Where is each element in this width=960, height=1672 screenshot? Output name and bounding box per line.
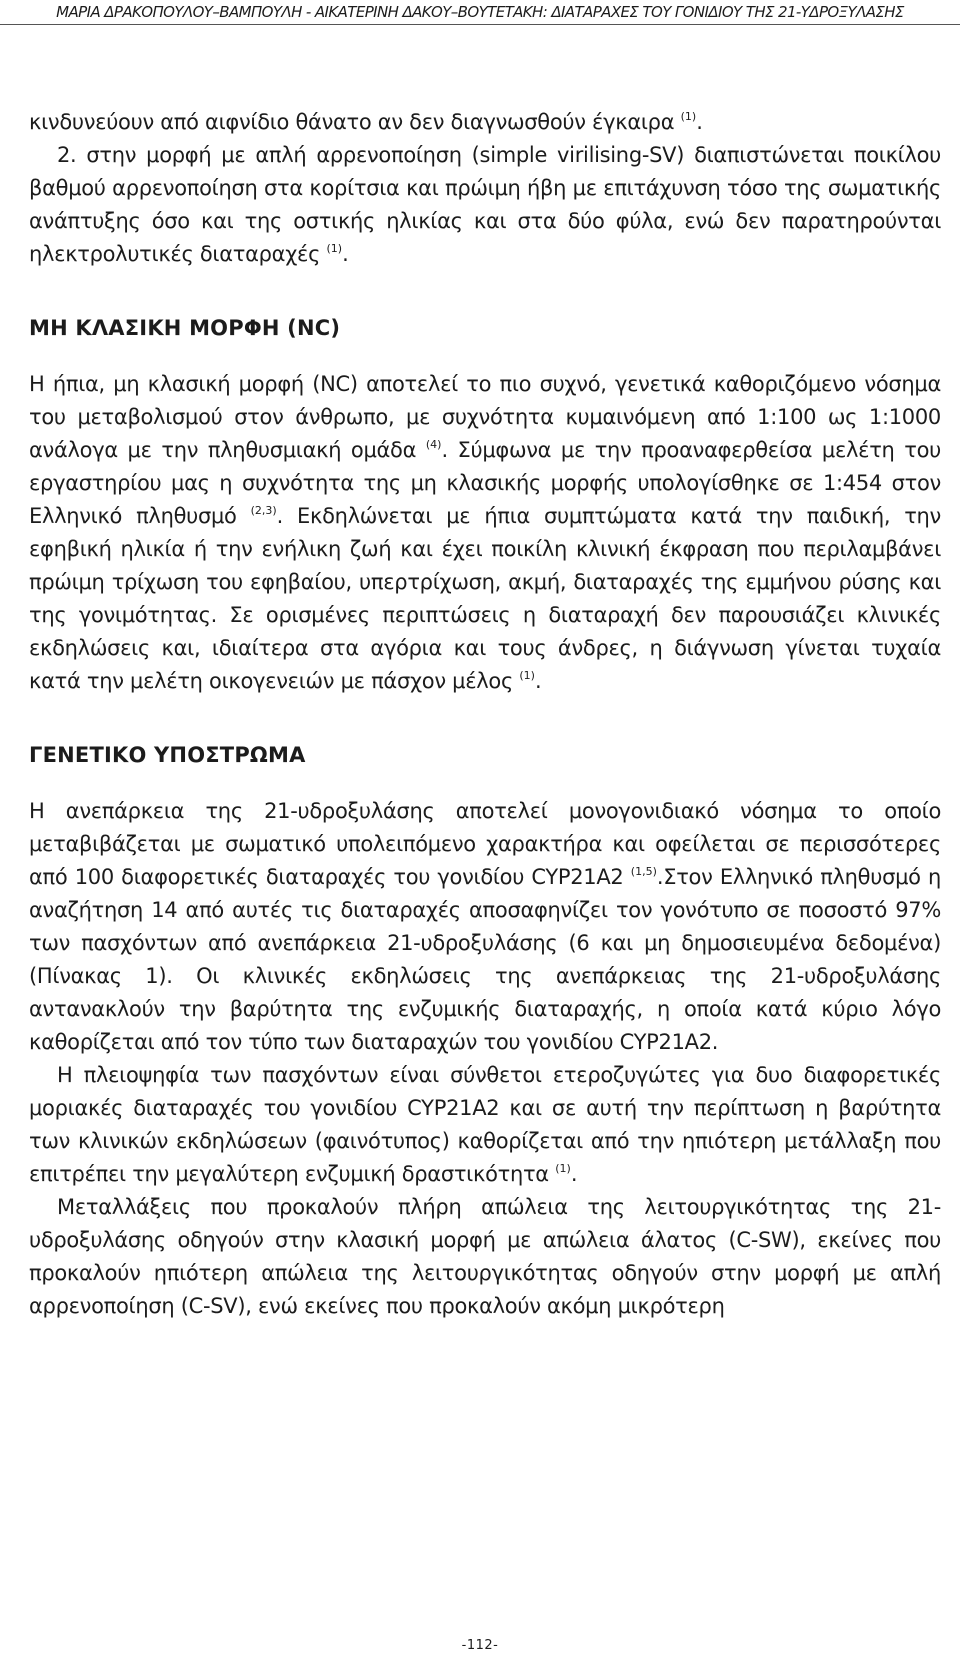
running-header-title: ΜΑΡΙΑ ΔΡΑΚΟΠΟΥΛΟΥ–ΒΑΜΠΟΥΛΗ - ΑΙΚΑΤΕΡΙΝΗ ΔΑΚΟΥ–ΒΟΥΤΕΤΑΚΗ: ΔΙΑΤΑΡΑΧΕΣ ΤΟΥ ΓΟΝΙΔΙΟΥ ΤΗΣ 21-ΥΔΡΟΞΥΛΑΣΗΣ: [56, 3, 904, 21]
citation: (1): [326, 242, 343, 255]
page-number: -112-: [461, 1638, 499, 1653]
genetic-text-3: Η πλειοψηφία των πασχόντων είναι σύνθετοι ετεροζυγώτες για δυο διαφορετικές μοριακές διαταραχές του γονιδίου CYP21A2 και σε αυτή την περίπτωση η βαρύτητα των κλινικών εκδηλώσεων (φαινότυπος) καθορίζεται από την ηπιότερη μετάλλαξη που επιτρέπει την μεγαλύτερη ενζυμική δραστικότητα: [29, 1063, 941, 1186]
intro-paragraph-1-text: κινδυνεύουν από αιφνίδιο θάνατο αν δεν διαγνωσθούν έγκαιρα: [29, 110, 675, 134]
citation: (1): [680, 110, 697, 123]
intro-paragraph-1: [29, 106, 941, 139]
genetic-paragraph-3: [29, 1191, 941, 1323]
article-body: [29, 106, 941, 1323]
nonclassic-text-1: Η ήπια, μη κλασική μορφή (NC) αποτελεί το πιο συχνό, γενετικά καθοριζόμενο νόσημα του μεταβολισμού στον άνθρωπο, με συχνότητα κυμαινόμενη από 1:100 ως 1:1000 ανάλογα με την πληθυσμιακή ομάδα: [29, 372, 941, 462]
genetic-text-2: .Στον Ελληνικό πληθυσμό η αναζήτηση 14 από αυτές τις διαταραχές αποσαφηνίζει τον γονότυπο σε ποσοστό 97% των πασχόντων από ανεπάρκεια 21-υδροξυλάσης (6 και μη δημοσιευμένα δεδομένα) (Πίνακας 1). Οι κλινικές εκδηλώσεις της ανεπάρκειας της 21-υδροξυλάσης αντανακλούν την βαρύτητα της ενζυμικής διαταραχής, η οποία κατά κύριο λόγο καθορίζεται από τον τύπο των διαταραχών του γονιδίου CYP21A2.: [29, 865, 941, 1054]
nonclassic-text-3: . Εκδηλώνεται με ήπια συμπτώματα κατά την παιδική, την εφηβική ηλικία ή την ενήλικη ζωή και έχει ποικίλη κλινική έκφραση που περιλαμβάνει πρώιμη τρίχωση του εφηβαίου, υπερτρίχωση, ακμή, διαταραχές της εμμήνου ρύσης και της γονιμότητας. Σε ορισμένες περιπτώσεις η διαταραχή δεν παρουσιάζει κλινικές εκδηλώσεις και, ιδιαίτερα στα αγόρια και τους άνδρες, η διάγνωση γίνεται τυχαία κατά την μελέτη οικογενειών με πάσχον μέλος: [29, 504, 941, 693]
section-heading-genetic: ΓΕΝΕΤΙΚΟ ΥΠΟΣΤΡΩΜΑ: [29, 743, 306, 767]
citation: (4): [425, 438, 442, 451]
nonclassic-paragraph: [29, 368, 941, 698]
punctuation: .: [570, 1162, 578, 1186]
genetic-paragraph-1: [29, 795, 941, 1059]
genetic-paragraph-2: [29, 1059, 941, 1191]
punctuation: .: [696, 110, 703, 134]
genetic-text-1: Η ανεπάρκεια της 21-υδροξυλάσης αποτελεί μονογονιδιακό νόσημα το οποίο μεταβιβάζεται με σωματικό υπολειπόμενο χαρακτήρα και οφείλεται σε περισσότερες από 100 διαφορετικές διαταραχές του γονιδίου CYP21A2: [29, 799, 941, 889]
section-heading-nonclassic: ΜΗ ΚΛΑΣΙΚΗ ΜΟΡΦΗ (NC): [29, 316, 341, 340]
punctuation: .: [534, 669, 542, 693]
genetic-text-4: Μεταλλάξεις που προκαλούν πλήρη απώλεια της λειτουργικότητας της 21-υδροξυλάσης οδηγούν στην κλασική μορφή με απώλεια άλατος (C-SW), εκείνες που προκαλούν ηπιότερη απώλεια της λειτουργικότητας οδηγούν στην μορφή με απλή αρρενοποίηση (C-SV), ενώ εκείνες που προκαλούν ακόμη μικρότερη: [29, 1195, 941, 1318]
citation: (1,5): [630, 865, 657, 878]
citation: (1): [519, 669, 535, 682]
intro-paragraph-2-text: 2. στην μορφή με απλή αρρενοποίηση (simple virilising-SV) διαπιστώνεται ποικίλου βαθμού αρρενοποίηση στα κορίτσια και πρώιμη ήβη με επιτάχυνση τόσο της σωματικής ανάπτυξης όσο και της οστικής ηλικίας και στα δύο φύλα, ενώ δεν παρατηρούνται ηλεκτρολυτικές διαταραχές: [29, 143, 941, 266]
citation: (1): [555, 1162, 571, 1175]
citation: (2,3): [250, 504, 277, 517]
header-divider: [0, 24, 960, 25]
running-header: [0, 0, 960, 31]
intro-paragraph-2: [29, 139, 941, 271]
nonclassic-text-2: . Σύμφωνα με την προαναφερθείσα μελέτη του εργαστηρίου μας η συχνότητα της μη κλασικής μορφής υπολογίσθηκε σε 1:454 στον Ελληνικό πληθυσμό: [29, 438, 941, 528]
punctuation: .: [342, 242, 349, 266]
